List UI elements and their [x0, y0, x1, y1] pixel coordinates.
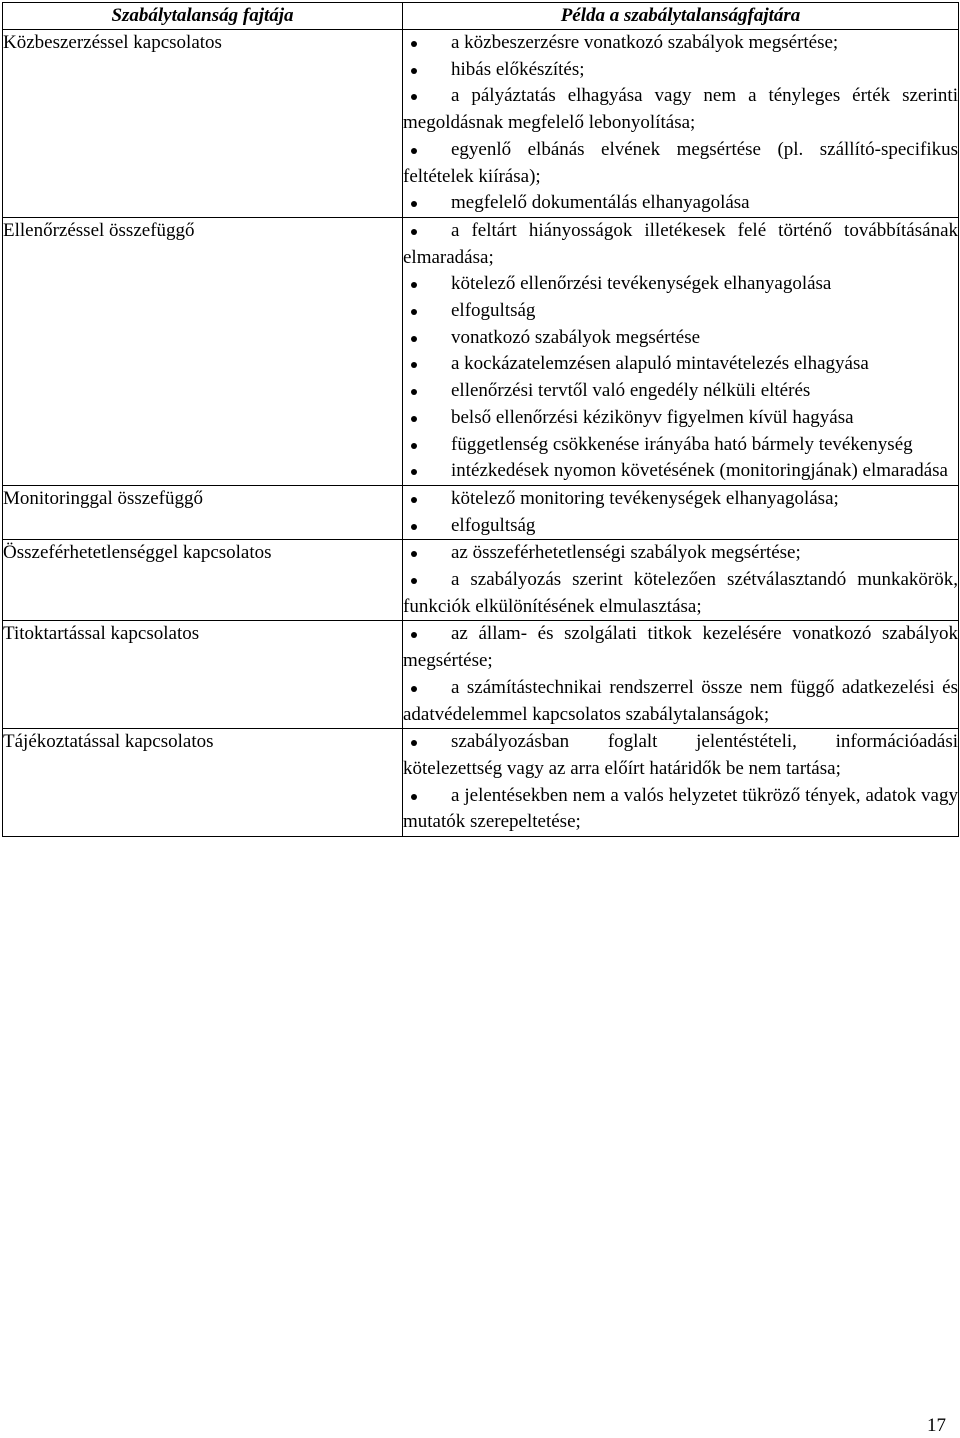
list-item-text: egyenlő elbánás elvének megsértése (pl. szállító-specifikus feltételek kiírása); [403, 138, 958, 187]
bullet-icon [411, 41, 417, 47]
example-list [403, 729, 958, 836]
table-row [3, 485, 959, 539]
header-example: Példa a szabálytalanságfajtára [403, 3, 959, 30]
bullet-icon [411, 524, 417, 530]
list-item [403, 57, 958, 84]
bullet-icon [411, 443, 417, 449]
list-item [403, 378, 958, 405]
irregularity-category: Összeférhetetlenséggel kapcsolatos [3, 540, 403, 621]
example-list [403, 540, 958, 620]
list-item [403, 83, 958, 136]
bullet-icon [411, 94, 417, 100]
list-item-text: függetlenség csökkenése irányába ható bármely tevékenység [451, 433, 913, 455]
irregularity-table [2, 2, 959, 837]
list-item-text: megfelelő dokumentálás elhanyagolása [451, 192, 750, 214]
list-item [403, 351, 958, 378]
list-item [403, 30, 958, 57]
list-item-text: a számítástechnikai rendszerrel össze nem függő adatkezelési és adatvédelemmel kapcsolatos szabálytalanságok; [403, 676, 958, 725]
list-item-text: a közbeszerzésre vonatkozó szabályok megsértése; [451, 32, 839, 53]
example-cell [403, 729, 959, 837]
list-item-text: a jelentésekben nem a valós helyzetet tükröző tények, adatok vagy mutatók szerepeltetése; [403, 784, 958, 833]
irregularity-category: Titoktartással kapcsolatos [3, 621, 403, 729]
bullet-icon [411, 336, 417, 342]
table-row [3, 540, 959, 621]
list-item-text: az összeférhetetlenségi szabályok megsértése; [451, 542, 801, 564]
irregularity-category: Tájékoztatással kapcsolatos [3, 729, 403, 837]
table-header-row [3, 3, 959, 30]
list-item-text: szabályozásban foglalt jelentéstételi, információadási kötelezettség vagy az arra előírt határidők be nem tartása; [403, 731, 958, 779]
bullet-icon [411, 309, 417, 315]
list-item [403, 621, 958, 674]
table-body [3, 30, 959, 837]
list-item [403, 218, 958, 271]
bullet-icon [411, 282, 417, 288]
irregularity-category: Ellenőrzéssel összefüggő [3, 217, 403, 485]
bullet-icon [411, 469, 417, 475]
list-item-text: a feltárt hiányosságok illetékesek felé történő továbbításának elmaradása; [403, 219, 958, 268]
irregularity-category: Közbeszerzéssel kapcsolatos [3, 30, 403, 218]
example-cell [403, 485, 959, 539]
list-item [403, 567, 958, 620]
list-item-text: hibás előkészítés; [451, 58, 585, 80]
bullet-icon [411, 362, 417, 368]
list-item [403, 486, 958, 513]
list-item-text: elfogultság [451, 300, 536, 322]
list-item-text: a pályáztatás elhagyása vagy nem a tényleges érték szerinti megoldásnak megfelelő lebonyolítása; [403, 85, 958, 134]
list-item-text: kötelező ellenőrzési tevékenységek elhanyagolása [451, 273, 832, 295]
list-item-text: az állam- és szolgálati titkok kezelésére vonatkozó szabályok megsértése; [403, 623, 958, 672]
bullet-icon [411, 551, 417, 557]
list-item [403, 137, 958, 190]
list-item [403, 190, 958, 217]
list-item [403, 405, 958, 432]
list-item [403, 458, 958, 485]
list-item-text: a kockázatelemzésen alapuló mintavételezés elhagyása [451, 353, 869, 375]
list-item-text: elfogultság [451, 514, 536, 536]
list-item-text: a szabályozás szerint kötelezően szétválasztandó munkakörök, funkciók elkülönítésének elmulasztása; [403, 569, 958, 617]
page-number: 17 [927, 1415, 946, 1436]
table-row [3, 621, 959, 729]
table-row [3, 30, 959, 218]
bullet-icon [411, 148, 417, 154]
example-cell [403, 217, 959, 485]
list-item [403, 675, 958, 728]
list-item-text: vonatkozó szabályok megsértése [451, 326, 701, 348]
bullet-icon [411, 68, 417, 74]
header-irregularity-type: Szabálytalanság fajtája [3, 3, 403, 30]
list-item [403, 540, 958, 567]
bullet-icon [411, 201, 417, 207]
bullet-icon [411, 740, 417, 746]
irregularity-category: Monitoringgal összefüggő [3, 485, 403, 539]
table-row [3, 729, 959, 837]
list-item [403, 432, 958, 459]
example-cell [403, 621, 959, 729]
list-item [403, 729, 958, 782]
list-item [403, 783, 958, 836]
example-cell [403, 30, 959, 218]
bullet-icon [411, 229, 417, 235]
list-item-text: ellenőrzési tervtől való engedély nélküli eltérés [451, 380, 811, 402]
example-list [403, 218, 958, 485]
table-row [3, 217, 959, 485]
bullet-icon [411, 794, 417, 800]
bullet-icon [411, 632, 417, 638]
list-item [403, 298, 958, 325]
bullet-icon [411, 686, 417, 692]
list-item-text: belső ellenőrzési kézikönyv figyelmen kívül hagyása [451, 406, 854, 428]
bullet-icon [411, 497, 417, 503]
list-item [403, 271, 958, 298]
example-list [403, 486, 958, 539]
example-cell [403, 540, 959, 621]
example-list [403, 30, 958, 217]
example-list [403, 621, 958, 728]
list-item-text: kötelező monitoring tevékenységek elhanyagolása; [451, 487, 839, 509]
list-item [403, 513, 958, 540]
bullet-icon [411, 416, 417, 422]
bullet-icon [411, 389, 417, 395]
bullet-icon [411, 578, 417, 584]
list-item-text: intézkedések nyomon követésének (monitoringjának) elmaradása [451, 460, 948, 482]
list-item [403, 325, 958, 352]
